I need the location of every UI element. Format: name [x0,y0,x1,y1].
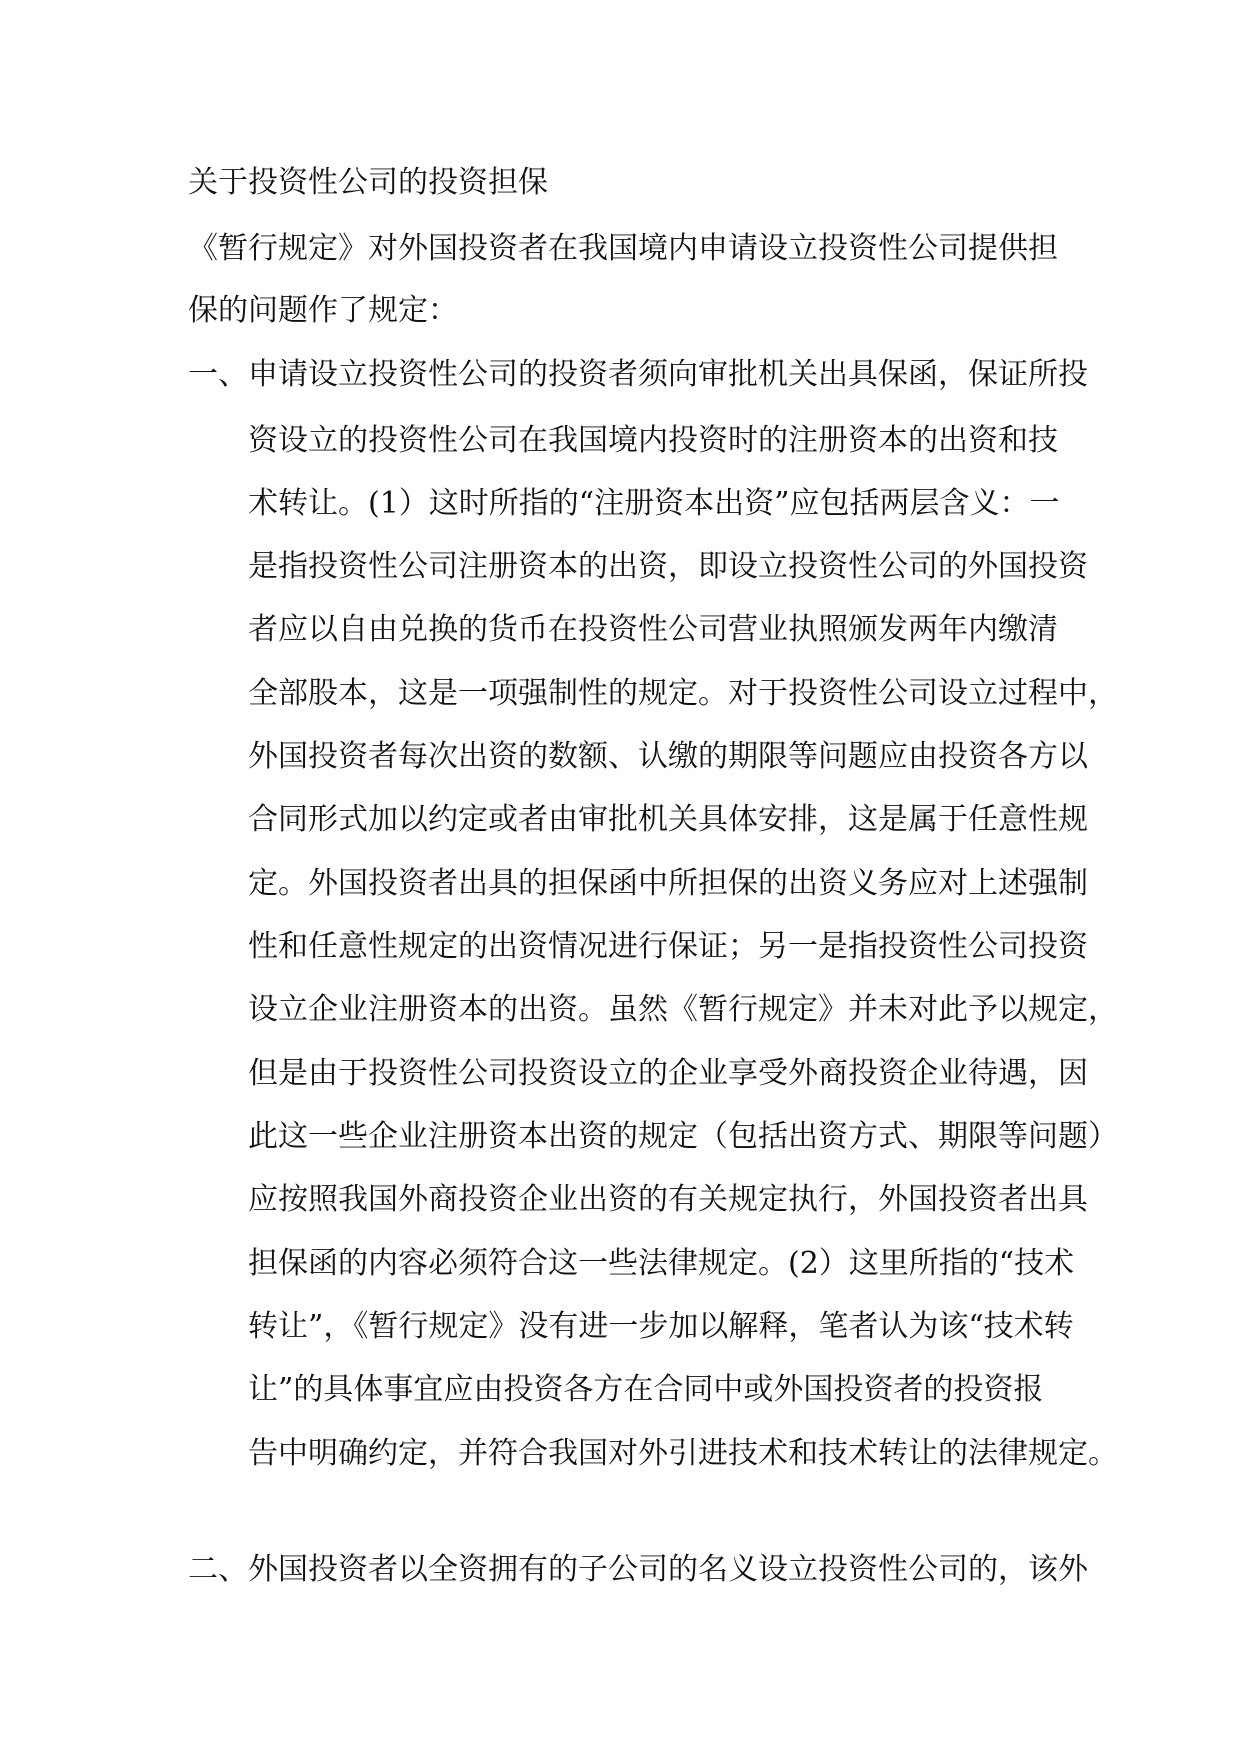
item-1-line: 告中明确约定，并符合我国对外引进技术和技术转让的法律规定。 [248,1436,1118,1471]
intro-line: 《暂行规定》对外国投资者在我国境内申请设立投资性公司提供担 [188,231,1058,266]
intro-line: 保的问题作了规定： [188,293,458,328]
item-2-line: 二、外国投资者以全资拥有的子公司的名义设立投资性公司的，该外 [188,1552,1088,1587]
item-1-line: 是指投资性公司注册资本的出资，即设立投资性公司的外国投资 [248,549,1088,584]
item-1-line: 资设立的投资性公司在我国境内投资时的注册资本的出资和技 [248,423,1058,458]
item-1-line: 设立企业注册资本的出资。虽然《暂行规定》并未对此予以规定， [248,992,1118,1027]
item-1-line: 让”的具体事宜应由投资各方在合同中或外国投资者的投资报 [248,1372,1044,1407]
item-1-line: 性和任意性规定的出资情况进行保证；另一是指投资性公司投资 [248,929,1088,964]
item-1-line: 外国投资者每次出资的数额、认缴的期限等问题应由投资各方以 [248,739,1088,774]
item-1-line: 此这一些企业注册资本出资的规定（包括出资方式、期限等问题） [248,1119,1118,1154]
item-1-line: 全部股本，这是一项强制性的规定。对于投资性公司设立过程中， [248,676,1118,711]
item-1-line: 转让”，《暂行规定》没有进一步加以解释，笔者认为该“技术转 [248,1309,1074,1344]
item-1-line: 术转让。(1）这时所指的“注册资本出资”应包括两层含义：一 [248,486,1060,521]
item-1-line: 担保函的内容必须符合这一些法律规定。(2）这里所指的“技术 [248,1246,1075,1281]
item-1-line: 一、申请设立投资性公司的投资者须向审批机关出具保函，保证所投 [188,357,1088,392]
item-1-line: 应按照我国外商投资企业出资的有关规定执行，外国投资者出具 [248,1182,1088,1217]
item-1-line: 但是由于投资性公司投资设立的企业享受外商投资企业待遇，因 [248,1056,1088,1091]
item-1-line: 定。外国投资者出具的担保函中所担保的出资义务应对上述强制 [248,866,1088,901]
item-1-line: 合同形式加以约定或者由审批机关具体安排，这是属于任意性规 [248,802,1088,837]
item-1-line: 者应以自由兑换的货币在投资性公司营业执照颁发两年内缴清 [248,612,1058,647]
document-title: 关于投资性公司的投资担保 [188,165,548,200]
